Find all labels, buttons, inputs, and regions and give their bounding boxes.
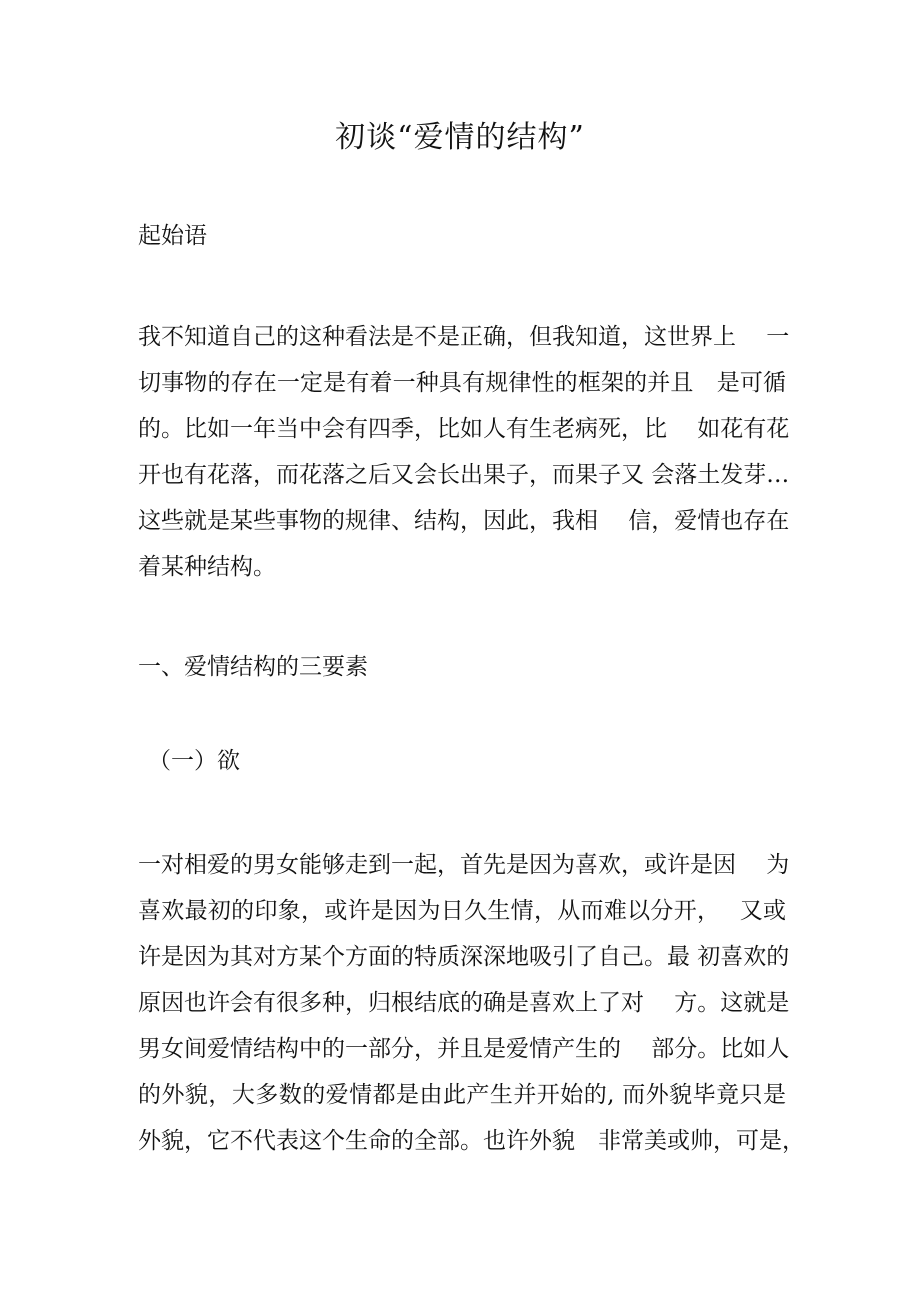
paragraph-line: 男女间爱情结构中的一部分，并且是爱情产生的 部分。比如人 bbox=[138, 1036, 790, 1062]
paragraph-line: 的。比如一年当中会有四季，比如人有生老病死，比 如花有花 bbox=[138, 416, 790, 442]
subsection-heading: （一）欲 bbox=[148, 748, 240, 774]
paragraph-line: 的外貌，大多数的爱情都是由此产生并开始的, 而外貌毕竟只是 bbox=[138, 1082, 786, 1108]
paragraph-line: 这些就是某些事物的规律、结构，因此，我相 信，爱情也存在 bbox=[138, 508, 790, 534]
intro-paragraph bbox=[138, 314, 790, 590]
paragraph-line: 外貌，它不代表这个生命的全部。也许外貌 非常美或帅，可是， bbox=[138, 1128, 805, 1154]
paragraph-line: 许是因为其对方某个方面的特质深深地吸引了自己。最 初喜欢的 bbox=[138, 944, 790, 970]
paragraph-line: 原因也许会有很多种，归根结底的确是喜欢上了对 方。这就是 bbox=[138, 990, 790, 1016]
section-heading: 一、爱情结构的三要素 bbox=[138, 654, 368, 680]
paragraph-line: 开也有花落，而花落之后又会长出果子，而果子又 会落土发芽… bbox=[138, 462, 790, 488]
paragraph-line: 着某种结构。 bbox=[138, 554, 276, 580]
paragraph-line: 喜欢最初的印象，或许是因为日久生情，从而难以分开， 又或 bbox=[138, 898, 786, 924]
paragraph-line: 我不知道自己的这种看法是不是正确，但我知道，这世界上 一 bbox=[138, 324, 790, 350]
body-paragraph bbox=[138, 842, 805, 1164]
paragraph-line: 切事物的存在一定是有着一种具有规律性的框架的并且 是可循 bbox=[138, 370, 786, 396]
paragraph-line: 一对相爱的男女能够走到一起，首先是因为喜欢，或许是因 为 bbox=[138, 852, 790, 878]
document-title: 初谈“爱情的结构” bbox=[335, 120, 585, 155]
intro-heading: 起始语 bbox=[138, 223, 207, 249]
